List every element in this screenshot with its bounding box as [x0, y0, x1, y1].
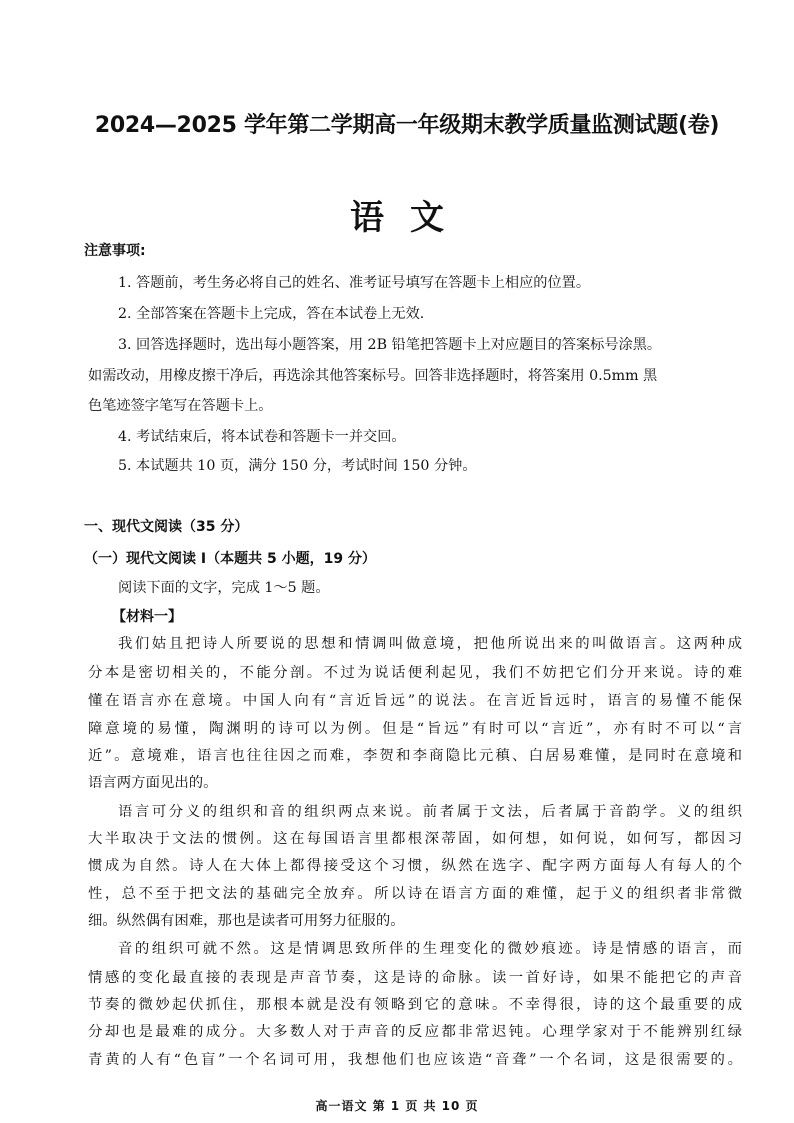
notice-item-3-cont-2: 色笔迹签字笔写在答题卡上。: [88, 398, 273, 414]
passage-line: 分本是密切相关的，不能分剖。不过为说话便利起见，我们不妨把它们分开来说。诗的难: [88, 665, 742, 681]
passage-line: 节奏的微妙起伏抓住，那根本就是没有领略到它的意味。不幸得很，诗的这个最重要的成: [88, 997, 742, 1013]
passage-line: 障意境的易懂，陶渊明的诗可以为例。但是“旨远”有时可以“言近”，亦有时不可以“言: [88, 721, 742, 737]
notice-item-2: 2. 全部答案在答题卡上完成，答在本试卷上无效.: [118, 306, 425, 322]
passage-line: 细。纵然偶有困难，那也是读者可用努力征服的。: [88, 913, 405, 929]
passage-line: 语言可分义的组织和音的组织两点来说。前者属于文法，后者属于音韵学。义的组织: [118, 804, 742, 820]
passage-line: 大半取决于文法的惯例。这在每国语言里都根深蒂固，如何想，如何说，如何写，都因习: [88, 831, 742, 847]
notice-heading: 注意事项:: [84, 243, 146, 259]
passage-line: 音的组织可就不然。这是情调思致所伴的生理变化的微妙痕迹。诗是情感的语言，而: [118, 941, 742, 957]
notice-item-3: 3. 回答选择题时，选出每小题答案，用 2B 铅笔把答题卡上对应题目的答案标号涂黑。: [118, 337, 662, 353]
passage-line: 懂在语言亦在意境。中国人向有“言近旨远”的说法。在言近旨远时，语言的易懂不能保: [88, 693, 742, 709]
passage-line: 近”。意境难，语言也往往因之而难，李贺和李商隐比元稹、白居易难懂，是同时在意境和: [88, 748, 742, 764]
passage-line: 青黄的人有“色盲”一个名词可用，我想他们也应该造“音聋”一个名词，这是很需要的。: [88, 1052, 742, 1068]
notice-item-1: 1. 答题前，考生务必将自己的姓名、准考证号填写在答题卡上相应的位置。: [118, 275, 591, 291]
page-footer: 高一语文 第 1 页 共 10 页: [315, 1099, 479, 1113]
notice-item-5: 5. 本试题共 10 页，满分 150 分，考试时间 150 分钟。: [118, 458, 477, 474]
sub-section-heading: （一）现代文阅读 I（本题共 5 小题，19 分）: [84, 551, 376, 567]
passage-line: 我们姑且把诗人所要说的思想和情调叫做意境，把他所说出来的叫做语言。这两种成: [118, 636, 742, 652]
passage-line: 性，总不至于把文法的基础完全放弃。所以诗在语言方面的难懂，起于义的组织者非常微: [88, 886, 742, 902]
exam-title: 2024—2025 学年第二学期高一年级期末教学质量监测试题(卷): [94, 113, 720, 138]
notice-item-3-cont-1: 如需改动，用橡皮擦干净后，再选涂其他答案标号。回答非选择题时，将答案用 0.5mm 黑: [88, 368, 658, 384]
subject-title: 语文: [350, 198, 470, 238]
passage-line: 惯成为自然。诗人在大体上都得接受这个习惯，纵然在选字、配字两方面每人有每人的个: [88, 858, 742, 874]
passage-line: 情感的变化最直接的表现是声音节奏，这是诗的命脉。读一首好诗，如果不能把它的声音: [88, 970, 742, 986]
section-heading: 一、现代文阅读（35 分）: [84, 519, 249, 535]
passage-line: 语言两方面见出的。: [88, 775, 218, 791]
material-label: 【材料一】: [112, 609, 182, 625]
reading-instruction: 阅读下面的文字，完成 1～5 题。: [118, 580, 330, 596]
passage-line: 分却也是最难的成分。大多数人对于声音的反应都非常迟钝。心理学家对于不能辨别红绿: [88, 1024, 742, 1040]
notice-item-4: 4. 考试结束后，将本试卷和答题卡一并交回。: [118, 429, 406, 445]
